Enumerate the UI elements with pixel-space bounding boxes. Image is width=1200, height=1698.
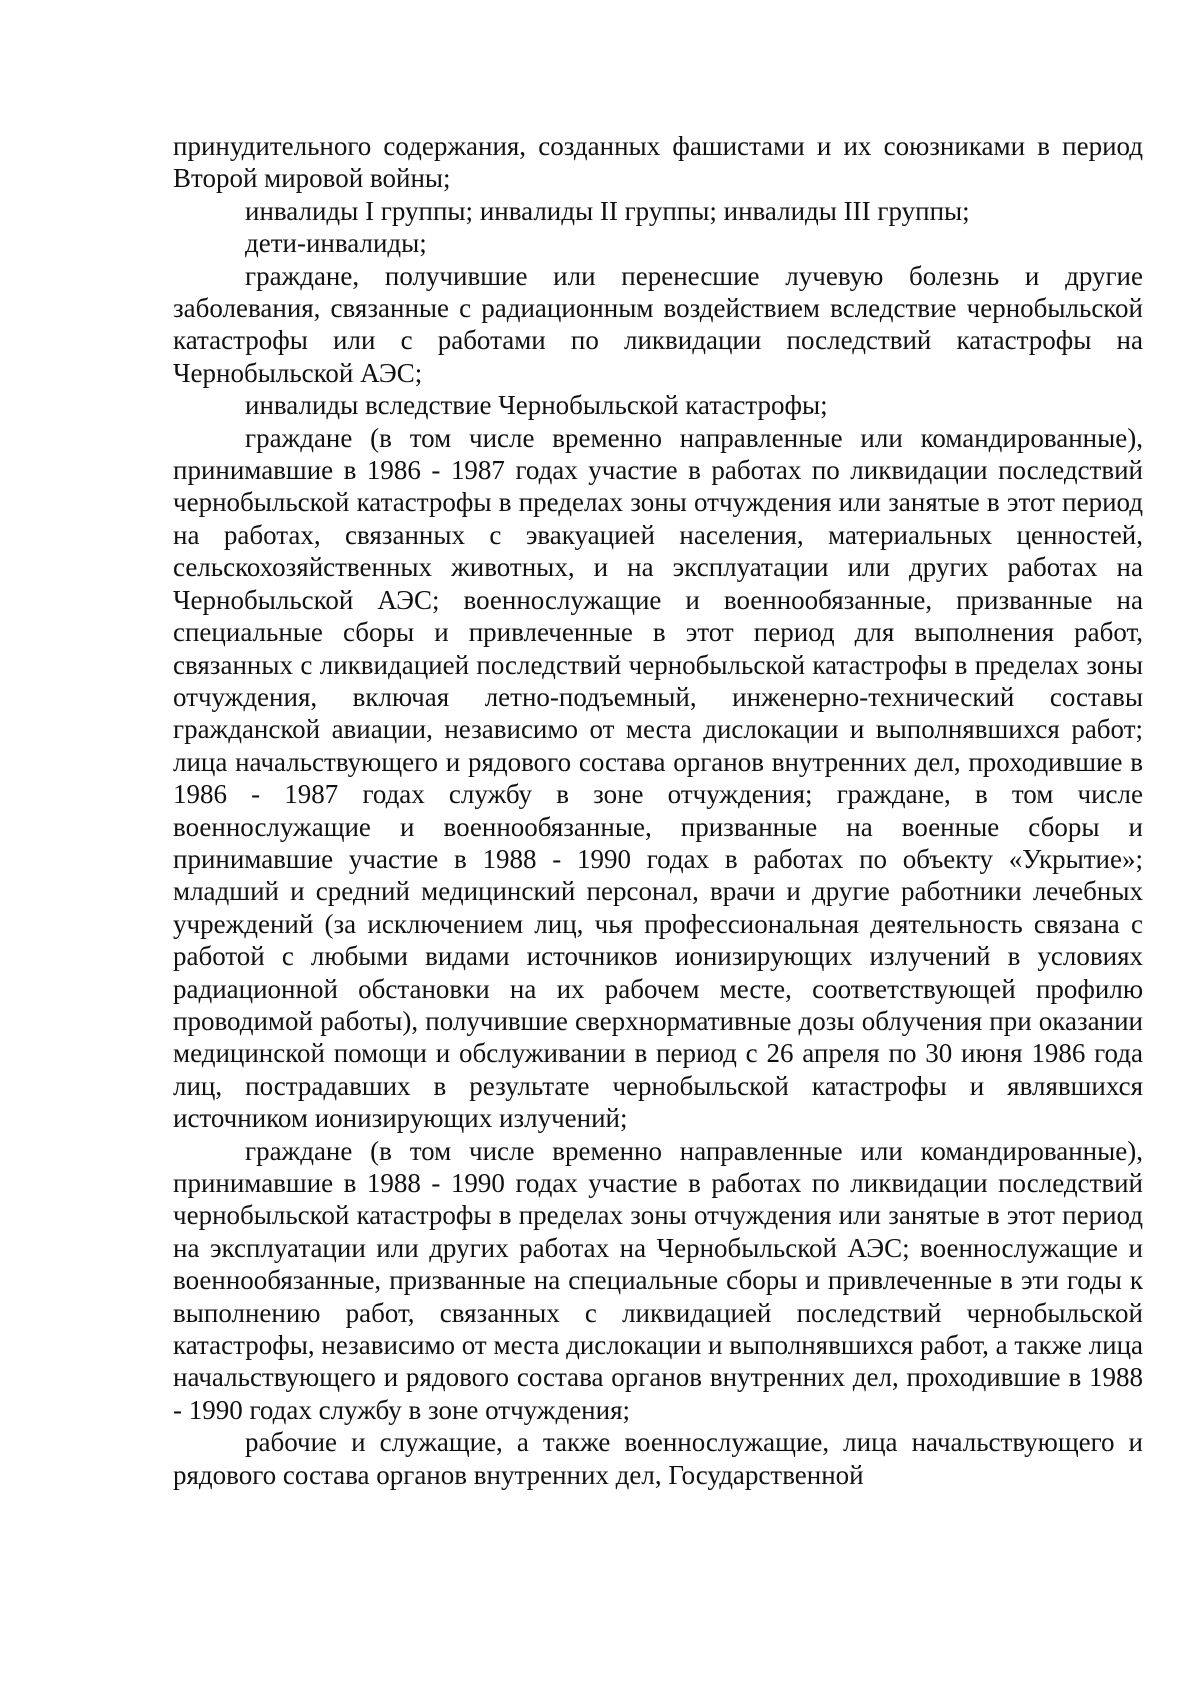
paragraph-liquidators-1986-1987: граждане (в том числе временно направленные или командированные), принимавшие в 1986 - 1987 годах участие в работах по ликвидации последствий чернобыльской катастрофы в пределах зоны отчуждения или занятые в этот период на работах, связанных с эвакуацией населения, материальных ценностей, сельскохозяйственных животных, и на эксплуатации или других работах на Чернобыльской АЭС; военнослужащие и военнообязанные, призванные на специальные сборы и привлеченные в этот период для выполнения работ, связанных с ликвидацией последствий чернобыльской катастрофы в пределах зоны отчуждения, включая летно-подъемный, инженерно-технический составы гражданской авиации, независимо от места дислокации и выполнявшихся работ; лица начальствующего и рядового состава органов внутренних дел, проходившие в 1986 - 1987 годах службу в зоне отчуждения; граждане, в том числе военнослужащие и военнообязанные, призванные на военные сборы и принимавшие участие в 1988 - 1990 годах в работах по объекту «Укрытие»; младший и средний медицинский персонал, врачи и другие работники лечебных учреждений (за исключением лиц, чья профессиональная деятельность связана с работой с любыми видами источников ионизирующих излучений в условиях радиационной обстановки на их рабочем месте, соответствующей профилю проводимой работы), получившие сверхнормативные дозы облучения при оказании медицинской помощи и обслуживании в период с 26 апреля по 30 июня 1986 года лиц, пострадавших в результате чернобыльской катастрофы и являвшихся источником ионизирующих излучений; [173,422,1143,1134]
paragraph-chernobyl-disabled: инвалиды вследствие Чернобыльской катастрофы; [245,390,828,421]
paragraph-radiation-illness: граждане, получившие или перенесшие лучевую болезнь и другие заболевания, связанные с радиационным воздействием вследствие чернобыльской катастрофы или с работами по ликвидации последствий катастрофы на Чернобыльской АЭС; [173,260,1143,388]
paragraph-workers-servicemen: рабочие и служащие, а также военнослужащие, лица начальствующего и рядового состава органов внутренних дел, Государственной [173,1427,1143,1490]
paragraph-disabled-children: дети-инвалиды; [245,228,427,259]
paragraph-continuation: принудительного содержания, созданных фашистами и их союзниками в период Второй мировой войны; [173,131,1143,194]
paragraph-liquidators-1988-1990: граждане (в том числе временно направленные или командированные), принимавшие в 1988 - 1990 годах участие в работах по ликвидации последствий чернобыльской катастрофы в пределах зоны отчуждения или занятые в этот период на эксплуатации или других работах на Чернобыльской АЭС; военнослужащие и военнообязанные, призванные на специальные сборы и привлеченные в эти годы к выполнению работ, связанных с ликвидацией последствий чернобыльской катастрофы, независимо от места дислокации и выполнявшихся работ, а также лица начальствующего и рядового состава органов внутренних дел, проходившие в 1988 - 1990 годах службу в зоне отчуждения; [173,1135,1143,1425]
body-text [173,130,1143,1491]
paragraph-disabled-groups: инвалиды I группы; инвалиды II группы; инвалиды III группы; [245,195,970,226]
